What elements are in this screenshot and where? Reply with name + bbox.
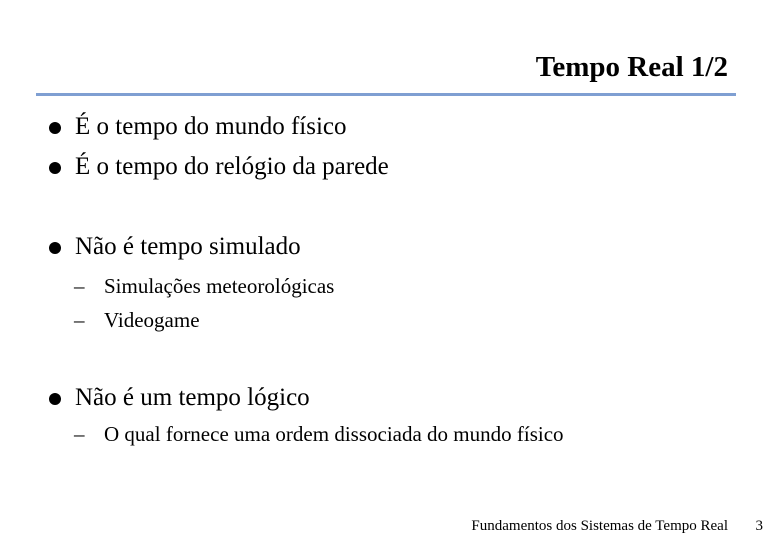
- bullet-text: Não é tempo simulado: [75, 233, 301, 260]
- bullet-dot-icon: [49, 242, 61, 254]
- bullet-dot-icon: [49, 162, 61, 174]
- bullet-text: É o tempo do mundo físico: [75, 113, 347, 140]
- dash-marker: –: [74, 308, 85, 332]
- page-number: 3: [755, 518, 763, 534]
- sub-bullet-text: O qual fornece uma ordem dissociada do mundo físico: [104, 422, 564, 446]
- sub-bullet-text: Simulações meteorológicas: [104, 274, 335, 298]
- bullet-dot-icon: [49, 393, 61, 405]
- bullet-text: Não é um tempo lógico: [75, 384, 310, 411]
- dash-marker: –: [74, 422, 85, 446]
- sub-bullet-text: Videogame: [104, 308, 200, 332]
- bullet-text: É o tempo do relógio da parede: [75, 153, 389, 180]
- title-divider: [36, 93, 736, 96]
- slide-title: Tempo Real 1/2: [535, 51, 728, 83]
- bullet-dot-icon: [49, 122, 61, 134]
- dash-marker: –: [74, 274, 85, 298]
- footer-course-title: Fundamentos dos Sistemas de Tempo Real: [471, 518, 728, 534]
